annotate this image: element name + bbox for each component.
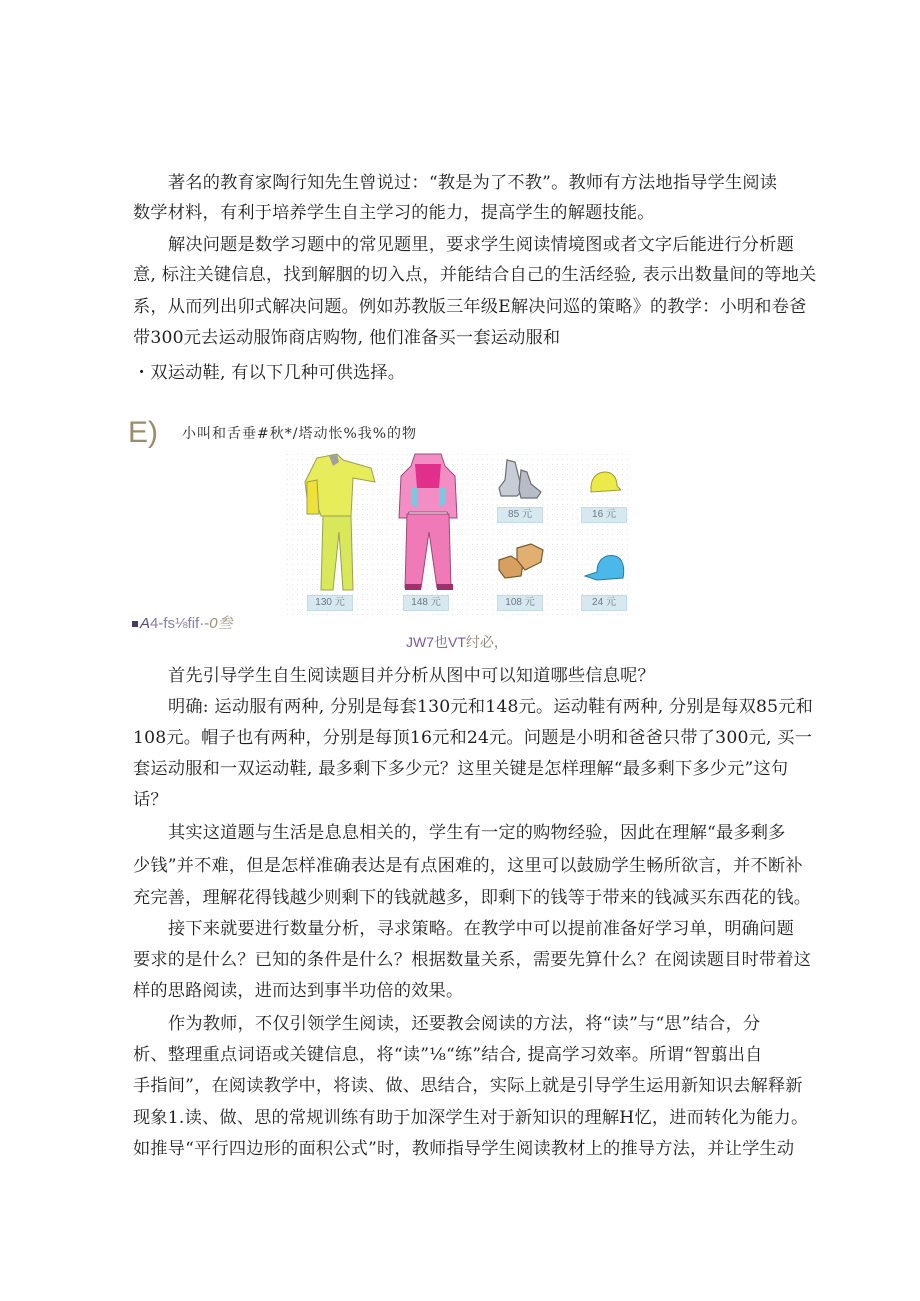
- price-tag: 108 元: [497, 595, 543, 611]
- price-tag: 24 元: [581, 595, 627, 611]
- paragraph-7-line-3: 样的思路阅读，进而达到事半功倍的效果。: [133, 981, 464, 1001]
- paragraph-6-line-3: 充完善，理解花得钱越少则剩下的钱就越多，即剩下的钱等于带来的钱减买东西花的钱。: [133, 888, 812, 908]
- yellow-cap-icon: [587, 470, 621, 496]
- paragraph-7-line-1: 接下来就要进行数量分析，寻求策略。在教学中可以提前准备好学习单，明确问题: [168, 919, 794, 939]
- paragraph-1-line-1: 著名的教育家陶行知先生曾说过：“教是为了不教”。教师有方法地指导学生阅读: [168, 173, 778, 193]
- paragraph-8-line-4: 现象1.读、做、思的常规训练有助于加深学生对于新知识的理解H忆，进而转化为能力。: [133, 1108, 809, 1128]
- figure-caption-center: JW7也VT纣必，: [406, 634, 508, 651]
- paragraph-5-line-2: 108元。帽子也有两种，分别是每顶16元和24元。问题是小明和爸爸只带了300元, 买一: [133, 728, 813, 748]
- paragraph-8-line-3: 手指间”，在阅读教学中，将读、做、思结合，实际上就是引导学生运用新知识去解释新: [133, 1076, 803, 1096]
- paragraph-2-line-2: 意, 标注关键信息，找到解胭的切入点，并能结合自己的生活经验, 表示出数量间的等地关: [133, 265, 817, 285]
- paragraph-4-line-1: 首先引导学生自生阅读题目并分析从图中可以知道哪些信息呢？: [168, 666, 655, 686]
- paragraph-7-line-2: 要求的是什么？已知的条件是什么？根据数量关系，需要先算什么？在阅读题目时带着这: [133, 950, 812, 970]
- price-tag: 85 元: [497, 507, 543, 523]
- pink-tracksuit-icon: [393, 452, 463, 594]
- paragraph-5-line-3: 套运动服和一双运动鞋, 最多剩下多少元？这里关键是怎样理解“最多剩下多少元”这句: [133, 759, 789, 779]
- paragraph-8-line-5: 如推导“平行四边形的面积公式”时，教师指导学生阅读教材上的推导方法，并让学生动: [133, 1139, 795, 1159]
- figure-label: E): [128, 416, 158, 449]
- paragraph-5-line-4: 话？: [133, 790, 168, 810]
- price-tag: 148 元: [403, 595, 449, 611]
- paragraph-1-line-2: 数学材料，有利于培养学生自主学习的能力，提高学生的解题技能。: [133, 203, 655, 223]
- paragraph-2-line-1: 解决问题是数学习题中的常见题里，要求学生阅读情境图或者文字后能进行分析题: [168, 235, 794, 255]
- paragraph-6-line-1: 其实这道题与生活是息息相关的，学生有一定的购物经验，因此在理解“最多剩多: [168, 823, 786, 843]
- blue-cap-icon: [583, 550, 625, 584]
- paragraph-8-line-2: 析、整理重点词语或关键信息，将“读”⅛“练”结合, 提高学习效率。所谓“智翦出自: [133, 1045, 763, 1065]
- paragraph-2-line-4: 带300元去运动服饰商店购物, 他们准备买一套运动服和: [133, 328, 561, 348]
- price-tag: 16 元: [581, 507, 627, 523]
- yellow-tracksuit-icon: [297, 452, 377, 594]
- paragraph-6-line-2: 少钱”并不难，但是怎样准确表达是有点困难的，这里可以鼓励学生畅所欲言，并不断补: [133, 856, 803, 876]
- paragraph-5-line-1: 明确: 运动服有两种, 分别是每套130元和148元。运动鞋有两种, 分别是每双85元和: [168, 697, 814, 717]
- figure-title: 小叫和舌垂#秋*/塔动怅%我%的物: [182, 426, 418, 442]
- grey-sneakers-icon: [497, 456, 543, 502]
- shopping-figure: [285, 452, 630, 617]
- bullet-square-icon: [132, 621, 138, 627]
- paragraph-3-line-1: ・双运动鞋, 有以下几种可供选择。: [133, 363, 406, 383]
- paragraph-2-line-3: 系，从而列出卯式解决问题。例如苏教版三年级E解决问巡的策略》的教学：小明和卷爸: [133, 297, 807, 317]
- orange-sneakers-icon: [497, 540, 545, 582]
- figure-caption-left: A4-fs⅛fif·-0叁: [132, 612, 233, 633]
- paragraph-8-line-1: 作为教师，不仅引领学生阅读，还要教会阅读的方法，将“读”与“思”结合，分: [168, 1014, 761, 1034]
- price-tag: 130 元: [307, 595, 353, 611]
